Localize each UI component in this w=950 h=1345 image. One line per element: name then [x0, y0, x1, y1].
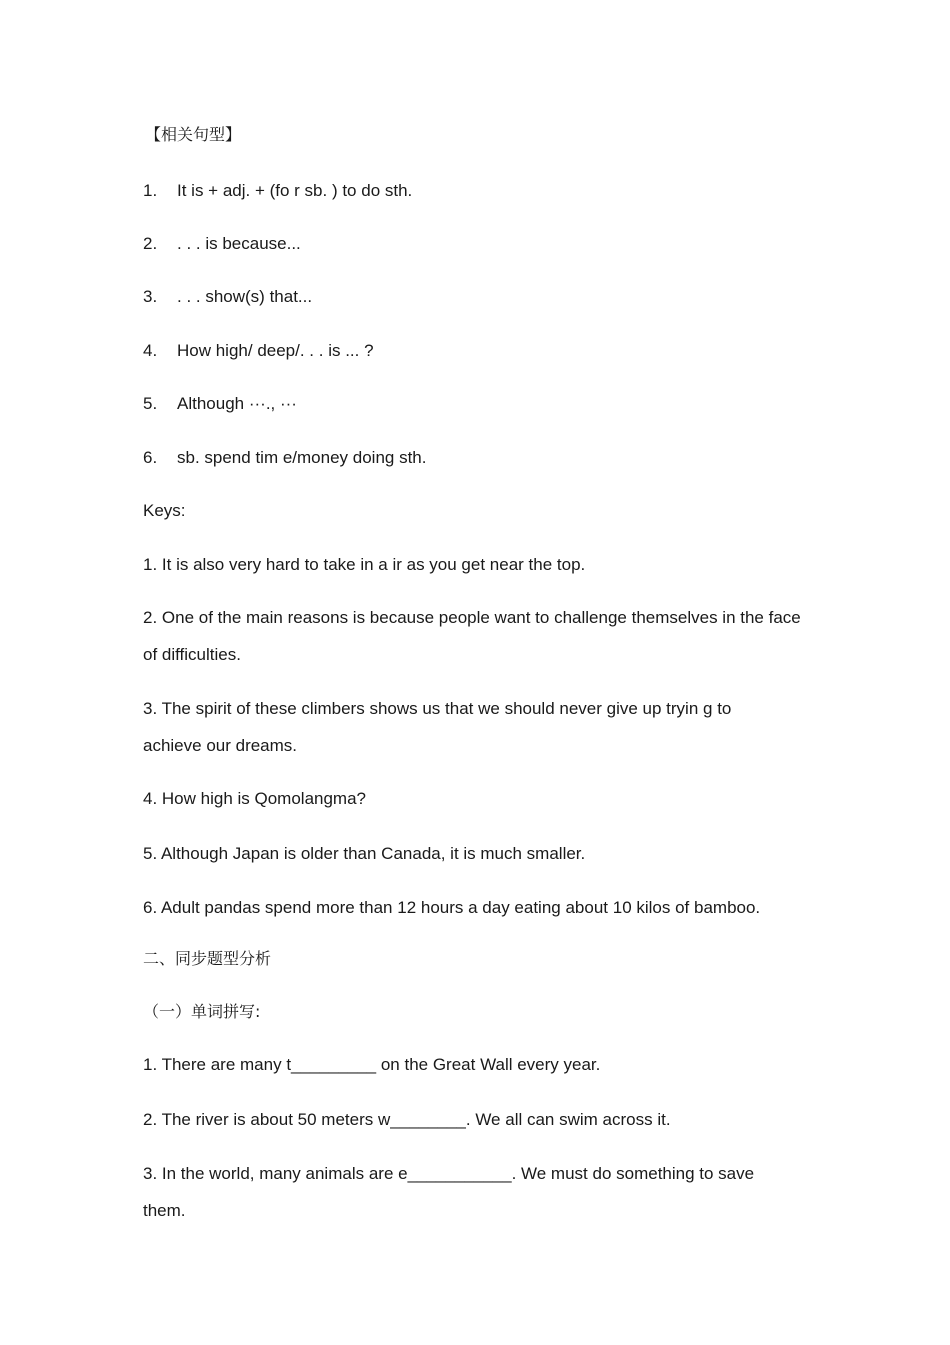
part2-heading: 二、同步题型分析	[143, 949, 272, 968]
key-line: 2. One of the main reasons is because people want to challenge themselves in the face	[143, 608, 801, 627]
pattern-number: 4.	[143, 341, 158, 360]
section-heading: 【相关句型】	[145, 125, 242, 144]
key-line: 4. How high is Qomolangma?	[143, 789, 367, 808]
exercise-line: them.	[143, 1201, 186, 1220]
pattern-text: How high/ deep/. . . is ... ?	[177, 341, 374, 360]
pattern-text: Although ···., ···	[177, 394, 297, 413]
pattern-item	[143, 234, 301, 254]
pattern-item	[143, 341, 374, 361]
pattern-number: 3.	[143, 287, 158, 306]
exercise-line: 3. In the world, many animals are e___________. We must do something to save	[143, 1164, 755, 1183]
key-line: 3. The spirit of these climbers shows us that we should never give up tryin g to	[143, 699, 732, 718]
pattern-item	[143, 287, 312, 307]
pattern-number: 5.	[143, 394, 158, 413]
key-line: of difficulties.	[143, 645, 241, 664]
pattern-item	[143, 448, 426, 468]
key-line: achieve our dreams.	[143, 736, 298, 755]
pattern-number: 6.	[143, 448, 158, 467]
pattern-item	[143, 394, 297, 414]
sub-heading: （一）单词拼写:	[143, 1002, 261, 1021]
keys-label: Keys:	[143, 501, 186, 520]
pattern-text: It is + adj. + (fo r sb. ) to do sth.	[177, 181, 413, 200]
exercise-line: 2. The river is about 50 meters w________. We all can swim across it.	[143, 1110, 671, 1129]
key-line: 6. Adult pandas spend more than 12 hours a day eating about 10 kilos of bamboo.	[143, 898, 761, 917]
key-line: 1. It is also very hard to take in a ir as you get near the top.	[143, 555, 586, 574]
exercise-line: 1. There are many t_________ on the Great Wall every year.	[143, 1055, 601, 1074]
pattern-number: 2.	[143, 234, 158, 253]
pattern-item	[143, 181, 412, 201]
pattern-text: . . . is because...	[177, 234, 301, 253]
key-line: 5. Although Japan is older than Canada, it is much smaller.	[143, 844, 586, 863]
pattern-number: 1.	[143, 181, 158, 200]
pattern-text: sb. spend tim e/money doing sth.	[177, 448, 427, 467]
pattern-text: . . . show(s) that...	[177, 287, 313, 306]
